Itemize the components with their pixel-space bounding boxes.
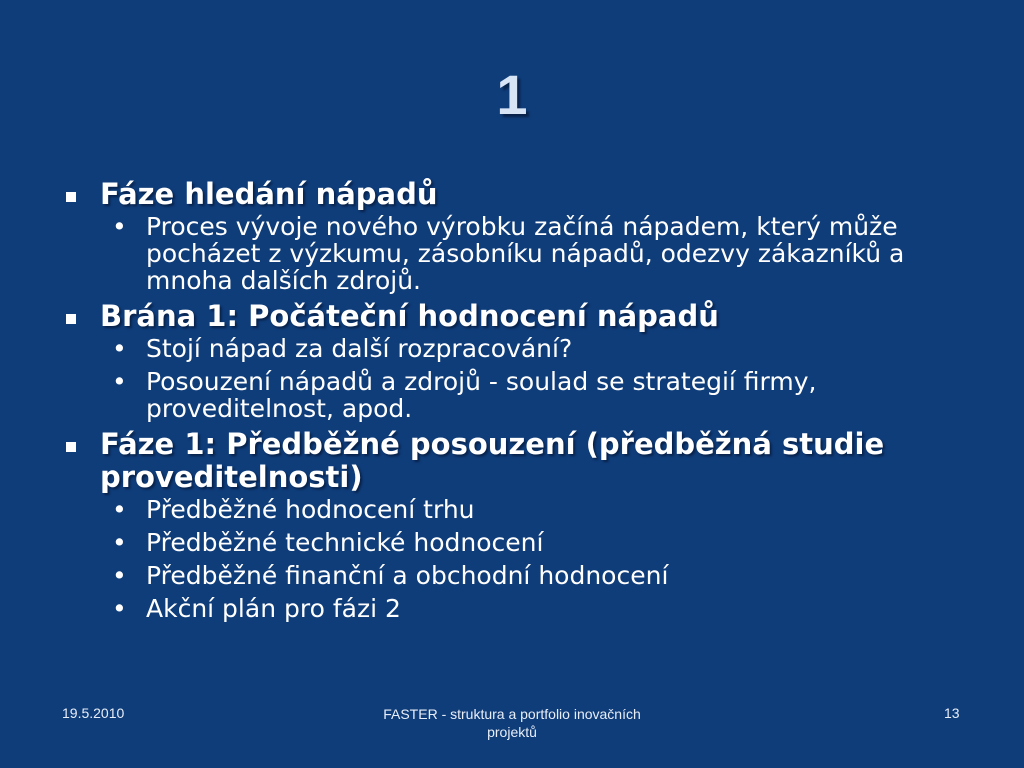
bullet-heading: Fáze hledání nápadů bbox=[100, 177, 438, 211]
dot-bullet-icon: • bbox=[112, 594, 127, 623]
dot-bullet-icon: • bbox=[112, 334, 127, 363]
sub-bullet-text: Proces vývoje nového výrobku začíná nápadem, který může pocházet z výzkumu, zásobníku nápadů, odezvy zákazníků a mnoha dalších zdrojů. bbox=[146, 212, 905, 295]
bullet-item bbox=[60, 178, 960, 211]
sub-bullet-text: Předběžné finanční a obchodní hodnocení bbox=[146, 561, 669, 590]
bullet-heading: Fáze 1: Předběžné posouzení (předběžná studie proveditelnosti) bbox=[100, 427, 885, 494]
dot-bullet-icon: • bbox=[112, 212, 127, 241]
dot-bullet-icon: • bbox=[112, 561, 127, 590]
dot-bullet-icon: • bbox=[112, 528, 127, 557]
sub-bullet-item bbox=[60, 496, 960, 523]
square-bullet-icon bbox=[66, 314, 76, 324]
sub-bullet-text: Posouzení nápadů a zdrojů - soulad se strategií firmy, proveditelnost, apod. bbox=[146, 367, 817, 423]
dot-bullet-icon: • bbox=[112, 495, 127, 524]
bullet-item bbox=[60, 300, 960, 333]
sub-bullet-item bbox=[60, 562, 960, 589]
bullet-item bbox=[60, 428, 960, 494]
page-number: 13 bbox=[944, 705, 960, 721]
sub-bullet-text: Předběžné hodnocení trhu bbox=[146, 495, 475, 524]
sub-bullet-item bbox=[60, 213, 960, 294]
sub-bullet-item bbox=[60, 368, 960, 422]
footer-title: FASTER - struktura a portfolio inovačních projektů bbox=[383, 706, 641, 740]
footer-date: 19.5.2010 bbox=[62, 705, 125, 721]
sub-bullet-item bbox=[60, 529, 960, 556]
sub-bullet-text: Stojí nápad za další rozpracování? bbox=[146, 334, 573, 363]
bullet-heading: Brána 1: Počáteční hodnocení nápadů bbox=[100, 299, 719, 333]
sub-bullet-text: Akční plán pro fázi 2 bbox=[146, 594, 401, 623]
dot-bullet-icon: • bbox=[112, 367, 127, 396]
sub-bullet-text: Předběžné technické hodnocení bbox=[146, 528, 544, 557]
square-bullet-icon bbox=[66, 442, 76, 452]
slide-title: 1 bbox=[496, 63, 528, 126]
slide-content bbox=[60, 178, 960, 628]
sub-bullet-item bbox=[60, 335, 960, 362]
sub-bullet-item bbox=[60, 595, 960, 622]
square-bullet-icon bbox=[66, 192, 76, 202]
